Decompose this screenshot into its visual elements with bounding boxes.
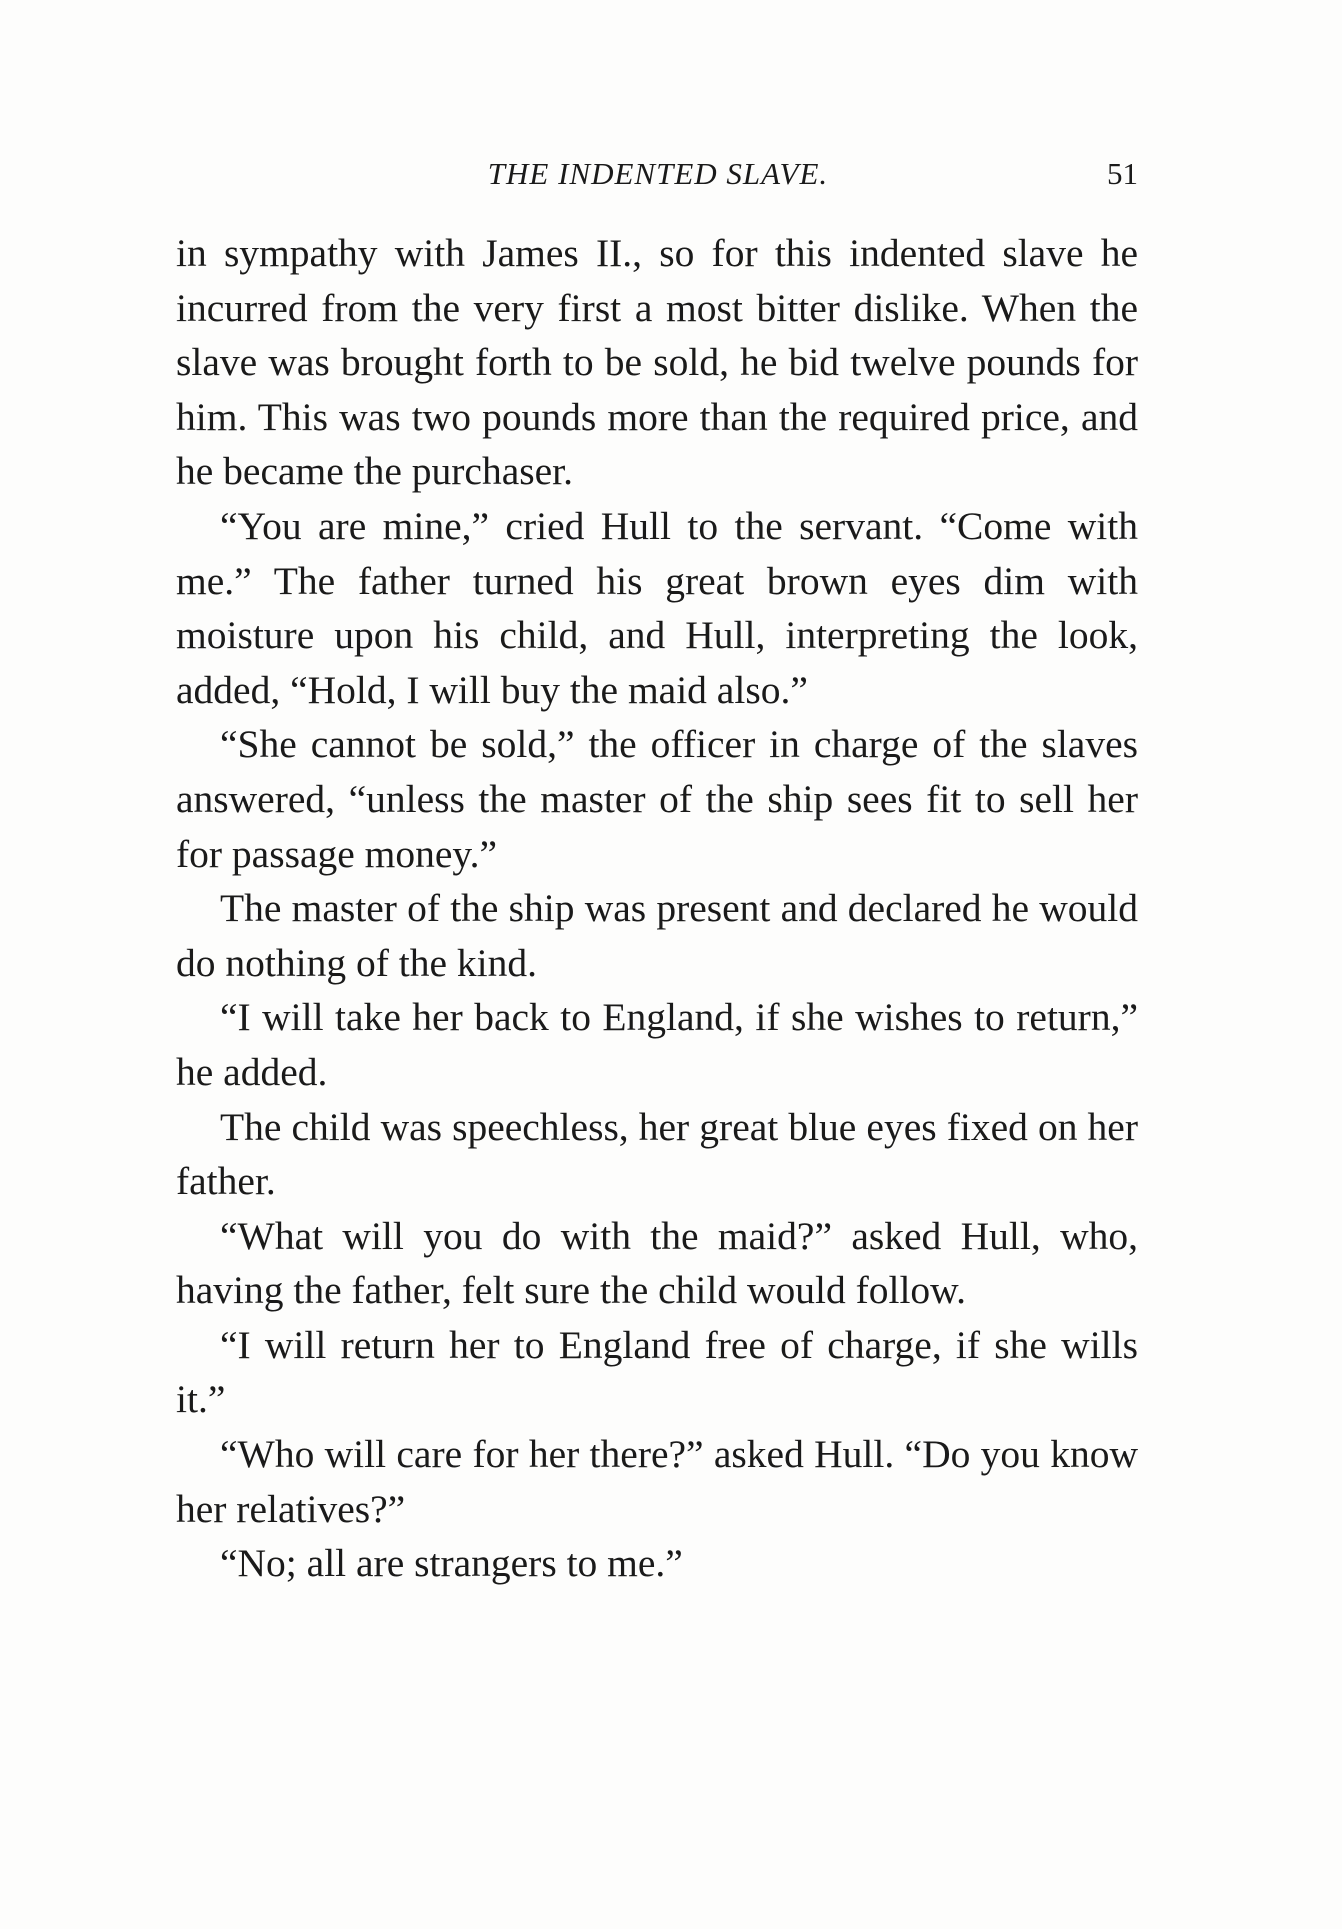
paragraph: “I will return her to England free of charge, if she wills it.” (176, 1322, 1138, 1422)
paragraph: “I will take her back to England, if she wishes to return,” he added. (176, 995, 1138, 1094)
paragraph: “Who will care for her there?” asked Hull. “Do you know her relatives?” (176, 1432, 1138, 1531)
page-number: 51 (1107, 156, 1138, 191)
paragraph: The master of the ship was present and declared he would do nothing of the kind. (176, 886, 1138, 985)
paragraph: The child was speechless, her great blue eyes fixed on her father. (176, 1104, 1138, 1204)
body-text (176, 226, 1138, 1591)
paragraph: “She cannot be sold,” the officer in charge of the slaves answered, “unless the master of the ship sees fit to sell her for passage money.” (176, 722, 1138, 876)
paragraph: “What will you do with the maid?” asked Hull, who, having the father, felt sure the child would follow. (176, 1213, 1138, 1313)
running-title: THE INDENTED SLAVE. (487, 156, 829, 191)
running-head (178, 150, 1138, 200)
paragraph: “No; all are strangers to me.” (220, 1541, 683, 1586)
paragraph: “You are mine,” cried Hull to the servant. “Come with me.” The father turned his great brown eyes dim with moisture upon his child, and Hull, interpreting the look, added, “Hold, I will buy the maid also.” (176, 503, 1138, 712)
paragraph: in sympathy with James II., so for this indented slave he incurred from the very first a most bitter dislike. When the slave was brought forth to be sold, he bid twelve pounds for him. This was two pounds more than the required price, and he became the purchaser. (176, 231, 1138, 494)
